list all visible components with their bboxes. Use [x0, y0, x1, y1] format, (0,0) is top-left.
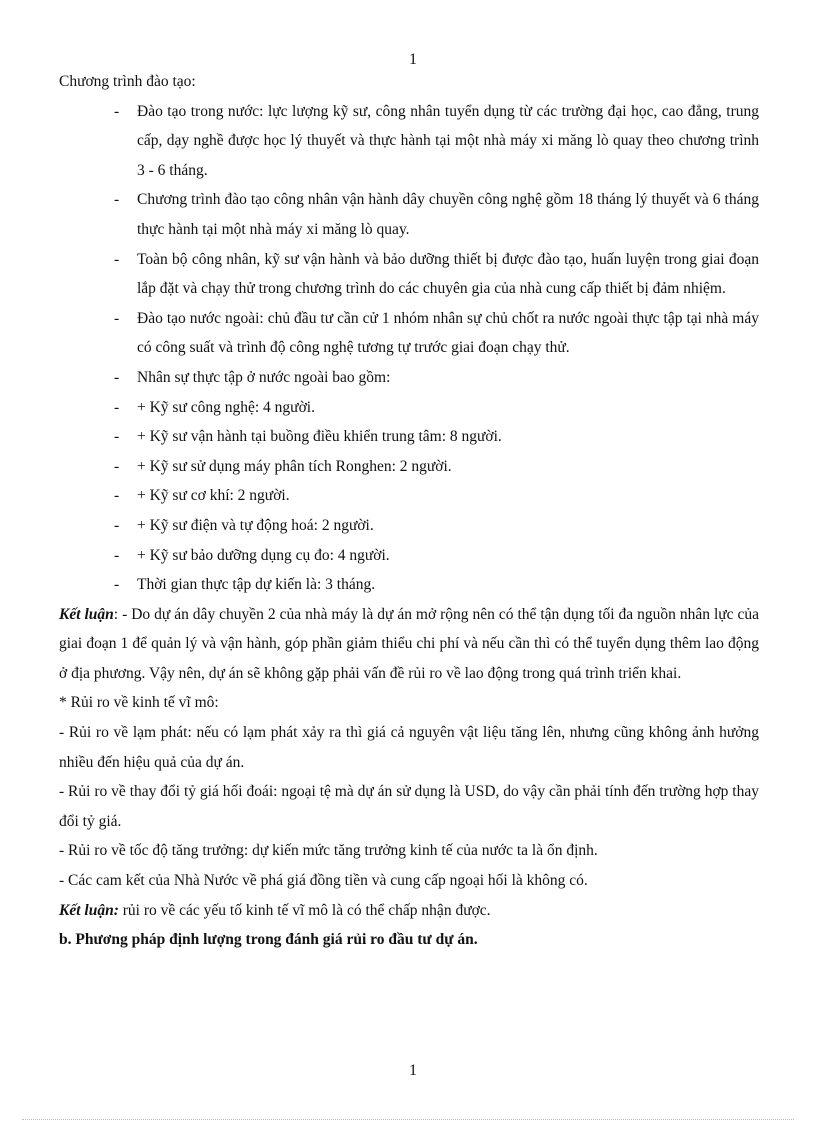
bullet-item: - Chương trình đào tạo công nhân vận hành dây chuyền công nghệ gồm 18 tháng lý thuyết và 6 tháng thực hành tại một nhà máy xi măng lò quay.	[59, 185, 759, 244]
macro-item: - Rủi ro về tốc độ tăng trưởng: dự kiến mức tăng trưởng kinh tế của nước ta là ổn định.	[59, 842, 598, 860]
macro-item: - Rủi ro về thay đổi tỷ giá hối đoái: ngoại tệ mà dự án sử dụng là USD, do vậy cần phải tính đến trường hợp thay đổi tỷ giá.	[59, 783, 759, 830]
bullet-dash: -	[114, 428, 120, 446]
page-content	[59, 67, 759, 955]
bullet-item: - Thời gian thực tập dự kiến là: 3 tháng.	[59, 570, 759, 600]
bullet-dash: -	[114, 516, 120, 534]
bullet-item: - + Kỹ sư điện và tự động hoá: 2 người.	[59, 511, 759, 541]
conclusion-paragraph	[59, 600, 759, 689]
section-b-heading: b. Phương pháp định lượng trong đánh giá rủi ro đầu tư dự án.	[59, 931, 478, 949]
conclusion-label-2: Kết luận:	[59, 901, 119, 919]
conclusion-text-2: rủi ro về các yếu tố kinh tế vĩ mô là có thể chấp nhận được.	[118, 901, 491, 919]
bullet-item: - + Kỹ sư công nghệ: 4 người.	[59, 393, 759, 423]
bullet-dash: -	[114, 102, 120, 120]
bullet-item: - Đào tạo nước ngoài: chủ đầu tư cần cử 1 nhóm nhân sự chủ chốt ra nước ngoài thực tập tại nhà máy có công suất và trình độ công nghệ tương tự trước giai đoạn chạy thử.	[59, 304, 759, 363]
bullet-item: - + Kỹ sư bảo dưỡng dụng cụ đo: 4 người.	[59, 541, 759, 571]
bullet-dash: -	[114, 309, 120, 327]
macro-item: - Các cam kết của Nhà Nước về phá giá đồng tiền và cung cấp ngoại hối là không có.	[59, 872, 588, 890]
bullet-item: - + Kỹ sư cơ khí: 2 người.	[59, 481, 759, 511]
macro-item: - Rủi ro về lạm phát: nếu có lạm phát xảy ra thì giá cả nguyên vật liệu tăng lên, nhưng cũng không ảnh hưởng nhiều đến hiệu quả của dự án.	[59, 724, 759, 771]
bullet-list	[59, 97, 759, 600]
conclusion-paragraph-2	[59, 896, 759, 926]
bullet-dash: -	[114, 250, 120, 268]
bullet-dash: -	[114, 368, 120, 386]
conclusion-text: : - Do dự án dây chuyền 2 của nhà máy là dự án mở rộng nên có thể tận dụng tối đa nguồn nhân lực của giai đoạn 1 để quản lý và vận hành, góp phần giảm thiểu chi phí và nếu cần thì có thể tuyển dụng thêm lao động ở địa phương. Vậy nên, dự án sẽ không gặp phải vấn đề rủi ro về lao động trong quá trình triển khai.	[59, 605, 760, 682]
bullet-item: - Đào tạo trong nước: lực lượng kỹ sư, công nhân tuyển dụng từ các trường đại học, cao đẳng, trung cấp, dạy nghề được học lý thuyết và thực hành tại một nhà máy xi măng lò quay theo chương trình 3 - 6 tháng.	[59, 97, 759, 186]
intro-line: Chương trình đào tạo:	[59, 73, 196, 90]
macro-heading: * Rủi ro về kinh tế vĩ mô:	[59, 694, 219, 712]
bullet-dash: -	[114, 576, 120, 594]
bullet-item: - + Kỹ sư sử dụng máy phân tích Ronghen: 2 người.	[59, 452, 759, 482]
bullet-dash: -	[114, 546, 120, 564]
page-number-bottom: 1	[409, 1062, 417, 1079]
page-break-line	[22, 1119, 794, 1120]
bullet-dash: -	[114, 457, 120, 475]
bullet-dash: -	[114, 398, 120, 416]
conclusion-label: Kết luận	[59, 605, 114, 623]
bullet-item: - + Kỹ sư vận hành tại buồng điều khiển trung tâm: 8 người.	[59, 422, 759, 452]
bullet-dash: -	[114, 191, 120, 209]
bullet-item: - Nhân sự thực tập ở nước ngoài bao gồm:	[59, 363, 759, 393]
page-number-top: 1	[409, 51, 417, 68]
bullet-item: - Toàn bộ công nhân, kỹ sư vận hành và bảo dưỡng thiết bị được đào tạo, huấn luyện trong giai đoạn lắp đặt và chạy thử trong chương trình do các chuyên gia của nhà cung cấp thiết bị đảm nhiệm.	[59, 245, 759, 304]
bullet-dash: -	[114, 487, 120, 505]
